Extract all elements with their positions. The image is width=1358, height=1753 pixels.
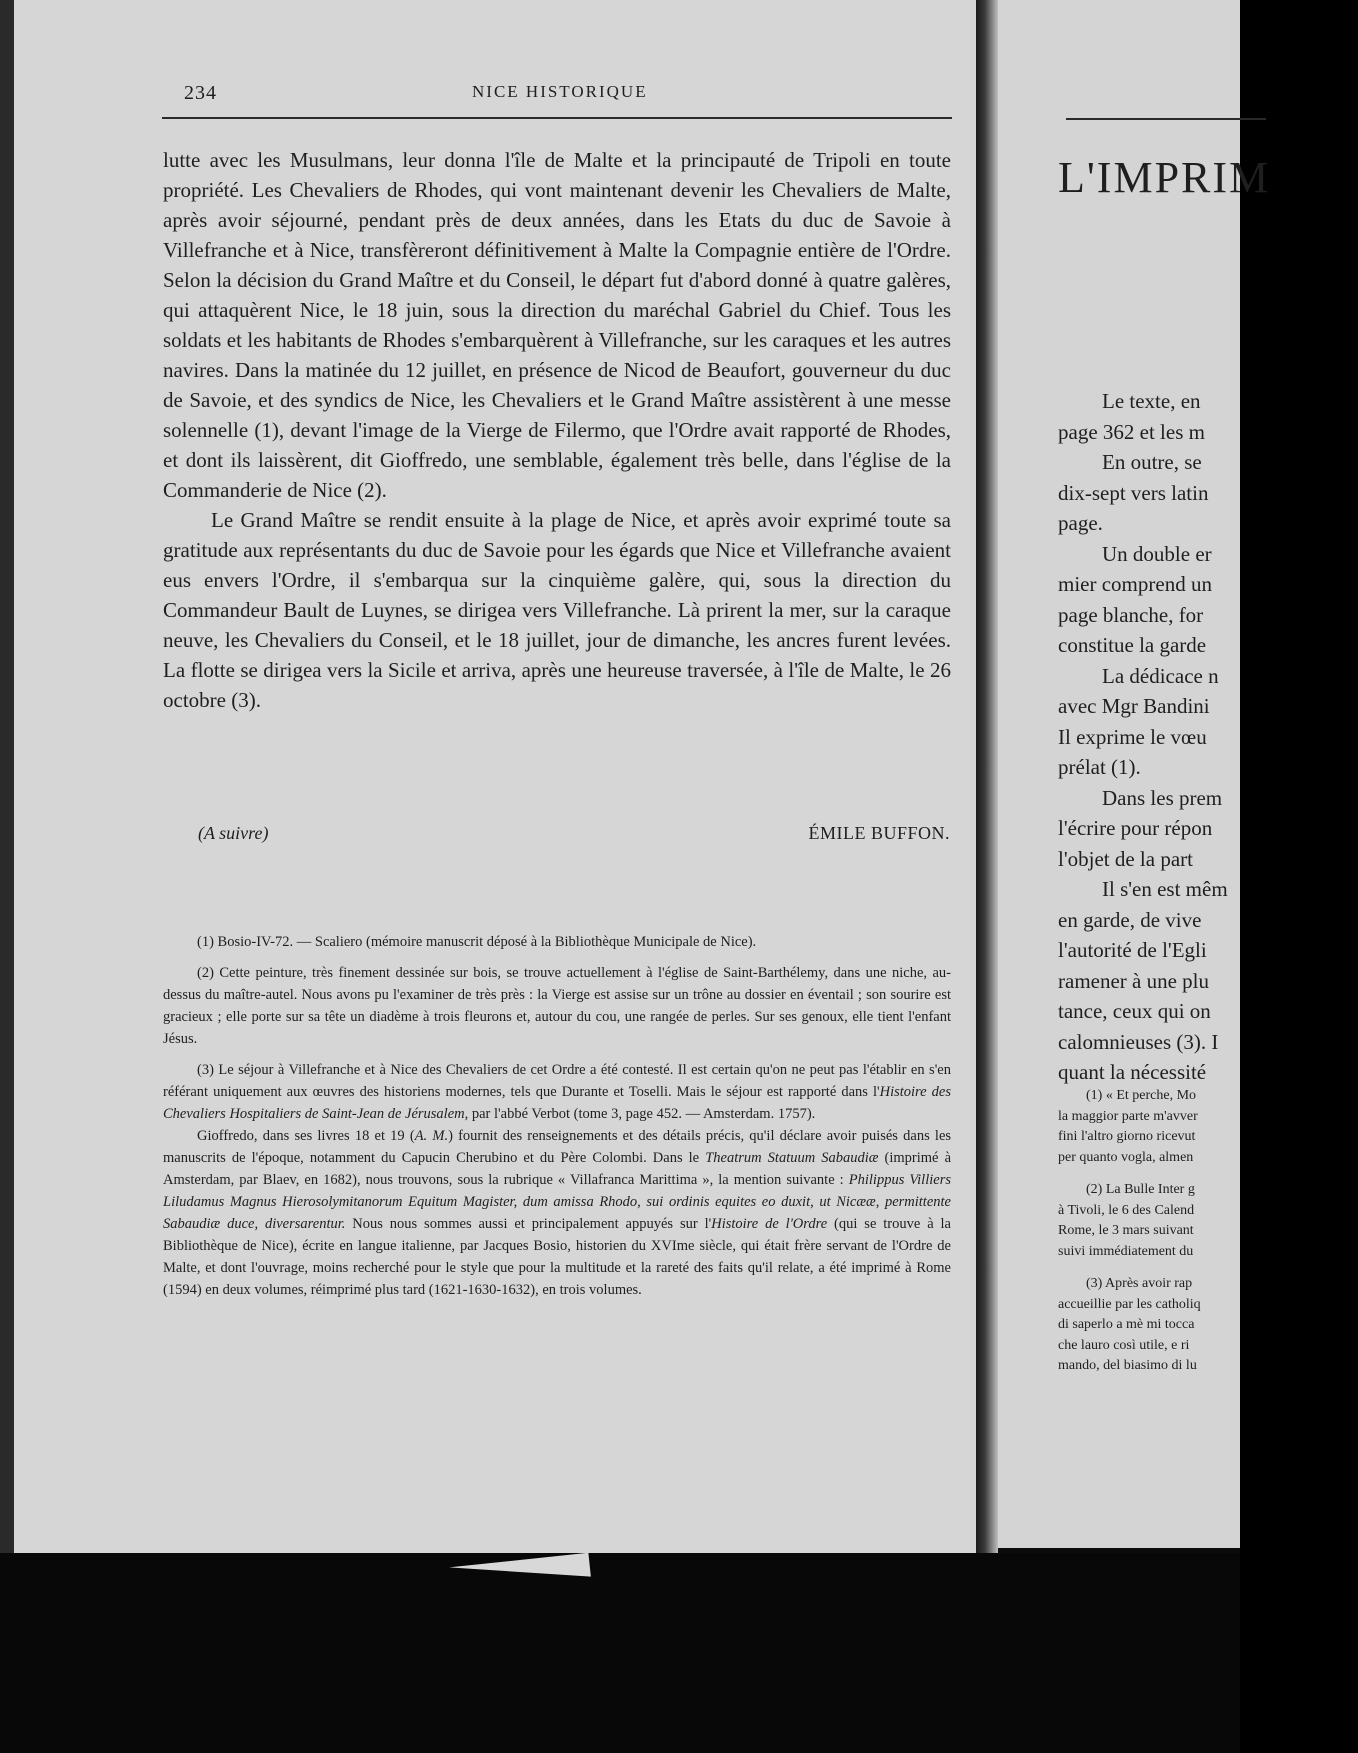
author-name: ÉMILE BUFFON. [808,823,950,843]
paragraph-2: Le Grand Maître se rendit ensuite à la plage de Nice, et après avoir exprimé toute sa gratitude aux représentants du duc de Savoie pour les égards que Nice et Villefranche avaient eus envers l'Ordre, il s'embarqua sur la cinquième galère, qui, sous la direction du Commandeur Bault de Luynes, se dirigea vers Villefranche. Là prirent la mer, sur la caraque neuve, les Chevaliers du Conseil, et le 18 juillet, jour de dimanche, les ancres furent levées. La flotte se dirigea vers la Sicile et arriva, après une heureuse traversée, à l'île de Malte, le 26 octobre (3). [163,508,951,712]
note-line: à Tivoli, le 6 des Calend [1058,1202,1195,1218]
note-line: (2) La Bulle Inter g [1086,1182,1195,1197]
footnote-3-text-end: par l'abbé Verbot (tome 3, page 452. — Amsterdam. 1757). [468,1106,816,1122]
note-line: Rome, le 3 mars suivant [1058,1223,1194,1238]
note-line: di saperlo a mè mi tocca [1058,1317,1195,1332]
footnote-text: (qui se trouve à la Bibliothèque de Nice), écrite en langue italienne, par Jacques Bosio, historien du XVIme siècle, qui était frère servant de l'Ordre de Malte, et dont l'ouvrage, moins recherché pour le style que pour la multitude et la rareté des faits qu'il relate, a été imprimé à Rome (1594) en deux volumes, réimprimé plus tard (1621-1630-1632), en trois volumes. [163,1216,951,1298]
footnote-italic: Theatrum Statuum Sabaudiæ [705,1150,879,1166]
signature-row [198,823,950,844]
note-line: fini l'altro giorno ricevut [1058,1129,1196,1144]
note-line: per quanto vogla, almen [1058,1149,1194,1165]
footnotes [163,931,951,1310]
right-page-notes [1058,1086,1358,1377]
footnote-3-text: (3) Le séjour à Villefranche et à Nice des Chevaliers de cet Ordre a été contesté. Il est certain qu'on ne peut pas l'établir en s'en référant uniquement aux œuvres des historiens modernes, tels que Durante et Toselli. Mais le séjour est rapporté dans l' [163,1062,951,1100]
footnote-text: ) fournit des renseignements et des détails précis, qu'il déclare avoir puisés dans les manuscrits de l'époque, notamment du Capucin Cherubino et du Père Colombi. Dans le [163,1128,952,1166]
text-line: Il s'en est mêm [1102,877,1228,901]
right-page-text [1058,386,1358,1088]
text-line: Le texte, en [1102,389,1201,413]
text-line: dix-sept vers latin [1058,480,1209,505]
book-gutter [976,0,998,1555]
note-line: (3) Après avoir rap [1086,1276,1193,1291]
note-gap [1058,1262,1358,1274]
footnote-text: (imprimé à Amsterdam, par Blaev, en 1682), nous trouvons, sous la rubrique « Villafranca Marittima », la mention suivante : [163,1150,951,1188]
text-line: page 362 et les m [1058,419,1205,444]
note-line: accueillie par les catholiq [1058,1296,1201,1312]
footnote-1: (1) Bosio-IV-72. — Scaliero (mémoire manuscrit déposé à la Bibliothèque Municipale de Nice). [197,934,757,950]
note-line: (1) « Et perche, Mo [1086,1088,1197,1103]
right-header-rule [1066,118,1266,120]
text-line: La dédicace n [1102,663,1219,688]
running-title: NICE HISTORIQUE [472,82,648,101]
text-line: Un double er [1102,541,1212,566]
text-line: en garde, de vive [1058,907,1202,932]
text-line: l'écrire pour répon [1058,816,1213,840]
text-line: avec Mgr Bandini [1058,694,1210,718]
footnote-text: Nous nous sommes aussi et principalement appuyés sur l' [345,1216,712,1232]
note-line: la maggior parte m'avver [1058,1108,1198,1124]
footnote-3-continued [163,1125,951,1301]
text-line: Il exprime le vœu [1058,724,1207,749]
paragraph-1: lutte avec les Musulmans, leur donna l'île de Malte et la principauté de Tripoli en toute propriété. Les Chevaliers de Rhodes, qui vont maintenant devenir les Chevaliers de Malte, après avoir séjourné, pendant près de deux années, dans les Etats du duc de Savoie à Villefranche et à Nice, transfèreront définitivement à Malte la Compagnie entière de l'Ordre. Selon la décision du Grand Maître et du Conseil, le départ fut d'abord donné à quatre galères, qui attaquèrent Nice, le 18 juin, sous la direction du maréchal Gabriel du Chief. Tous les soldats et les habitants de Rhodes s'embarquèrent à Villefranche, sur les caraques et les autres navires. Dans la matinée du 12 juillet, en présence de Nicod de Beaufort, gouverneur du duc de Savoie, et des syndics de Nice, les Chevaliers et le Grand Maître assistèrent à une messe solennelle (1), devant l'image de la Vierge de Filermo, que l'Ordre avait rapporté de Rhodes, et dont ils laissèrent, dit Gioffredo, une semblable, également très belle, dans l'église de la Commanderie de Nice (2). [163,148,951,502]
text-line: prélat (1). [1058,755,1141,779]
right-page [998,0,1271,1548]
text-line: ramener à une plu [1058,968,1210,993]
header-rule [162,117,952,119]
footnote-2: (2) Cette peinture, très finement dessinée sur bois, se trouve actuellement à l'église de Saint-Barthélemy, dans une niche, au-dessus du maître-autel. Nous avons pu l'examiner de très près : la Vierge est assise sur un trône au dossier en éventail ; son sourire est gracieux ; elle porte sur sa tête un diadème à trois fleurons et, autour du cou, une rangée de perles. Sur ses genoux, elle tient l'enfant Jésus. [163,965,951,1047]
right-page-heading: L'IMPRIM [1058,153,1271,202]
bottom-fold-shadow [0,1553,1240,1753]
text-line: constitue la garde [1058,633,1207,657]
text-line: calomnieuses (3). I [1058,1029,1219,1054]
footnote-3 [163,1059,951,1125]
text-line: l'autorité de l'Egli [1058,938,1207,962]
footnote-italic: Philippus Villiers Liludamus Magnus Hierosolymitanorum Equitum Magister, dum amissa Rhodo, sui ordinis equites eo duxit, ut Nicææ, permittente Sabaudiæ duce, diversarentur. [163,1172,951,1232]
continued-label: (A suivre) [198,823,269,843]
text-line: page. [1058,511,1103,535]
text-line: En outre, se [1102,450,1202,474]
page-number: 234 [184,82,217,104]
footnote-italic: Histoire de l'Ordre [711,1216,828,1232]
footnote-3-title: Histoire des Chevaliers Hospitaliers de Saint-Jean de Jérusalem, [163,1084,951,1122]
note-line: mando, del biasimo di lu [1058,1358,1197,1373]
text-line: mier comprend un [1058,572,1212,596]
text-line: page blanche, for [1058,602,1204,627]
main-text [163,145,951,715]
note-line: suivi immédiatement du [1058,1243,1194,1259]
text-line: Dans les prem [1102,785,1223,810]
note-gap [1058,1168,1358,1180]
text-line: quant la nécessité [1058,1060,1207,1084]
footnote-text: Gioffredo, dans ses livres 18 et 19 ( [197,1128,415,1144]
text-line: tance, ceux qui on [1058,999,1211,1023]
note-line: che lauro così utile, e ri [1058,1337,1190,1353]
footnote-italic: A. M. [414,1128,449,1144]
text-line: l'objet de la part [1058,846,1193,871]
